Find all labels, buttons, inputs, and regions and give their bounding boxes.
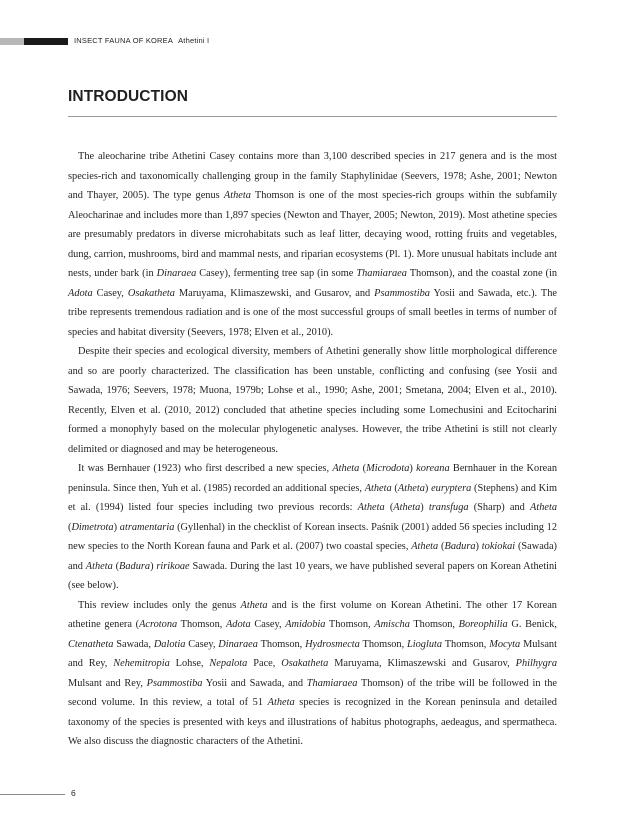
text-run: Thomson, — [177, 619, 226, 630]
text-run: Thomson, — [325, 619, 375, 630]
text-run: ( — [359, 463, 367, 474]
text-run: ( — [384, 502, 394, 513]
text-run: Casey, — [92, 287, 128, 299]
text-run: Despite their species and ecological diversity, members of Athetini generally show little morphological difference and so are poorly characterized. The classification has been unstable, conflicting and confusing (see Yosii and Sawada, 1976; Seevers, 1978; Muona, 1979b; Lohse et al., 1990; Ashe, 2001; Smetana, 2004; Elven et al., 2010). Recently, Elven et al. (2010, 2012) concluded that athetine species including some Lomechusini and Ecitocharini formed a monophyly based on the molecular phylogenetic analyses. However, the tribe Athetini is still not clearly delimited or diagnosed and may be heterogeneous. — [68, 346, 557, 455]
italic-run: Thamiaraea — [306, 677, 358, 689]
text-run: Sawada, — [113, 638, 154, 650]
text-run: ( — [68, 521, 72, 533]
text-run: Thomson, — [409, 619, 459, 630]
italic-run: Adota — [68, 287, 93, 299]
page-number: 6 — [71, 788, 76, 798]
text-run: ( — [391, 482, 398, 494]
italic-run: Nepalota — [209, 658, 248, 669]
text-run: Yosii and Sawada, and — [202, 677, 307, 689]
italic-run: Atheta — [393, 502, 421, 513]
italic-run: Atheta — [85, 560, 113, 572]
italic-run: Psammostiba — [146, 677, 203, 689]
italic-run: Badura — [119, 560, 151, 572]
italic-run: Dimetrota — [71, 521, 114, 533]
body-text — [68, 147, 557, 752]
text-run: Mulsant and Rey, — [68, 677, 147, 689]
text-run: Thomson, — [257, 638, 306, 650]
italic-run: Liogluta — [407, 638, 443, 650]
italic-run: Dinaraea — [156, 268, 197, 279]
italic-run: Dinaraea — [218, 638, 258, 650]
italic-run: Atheta — [397, 482, 425, 494]
italic-run: transfuga — [428, 502, 469, 513]
italic-run: ririkoae — [156, 560, 190, 572]
footer-rule — [0, 794, 65, 795]
text-run: (Gyllenhal) in the checklist of Korean insects. Paśnik (2001) added 56 species including 12 new species to the North Korean fauna and Park et al. (2007) two coastal species, — [68, 521, 558, 552]
text-run: (Sharp) and — [468, 502, 530, 513]
header-volume: Athetini I — [178, 36, 210, 45]
text-run: ( — [112, 560, 120, 572]
running-header — [74, 36, 209, 45]
italic-run: Atheta — [223, 190, 251, 201]
text-run: species is recognized in the Korean peninsula and detailed taxonomy of the species is presented with keys and illustrations of habitus photographs, aedeagus, and spermatheca. We also discuss the diagnostic characters of the Athetini. — [68, 697, 557, 747]
italic-run: Atheta — [267, 697, 295, 708]
text-run: It was Bernhauer (1923) who first described a new species, — [78, 463, 333, 474]
italic-run: Boreophilia — [458, 619, 508, 630]
italic-run: Atheta — [240, 599, 268, 611]
italic-run: Atheta — [357, 502, 385, 513]
italic-run: Atheta — [364, 482, 392, 494]
paragraph — [68, 596, 557, 752]
italic-run: Philhygra — [515, 658, 557, 669]
text-run: Bernhauer in the Korean peninsula. Since then, Yuh et al. (1985) recorded an additional species, — [68, 463, 557, 494]
section-title: INTRODUCTION — [68, 88, 189, 105]
text-run: Mulsant and Rey, — [68, 638, 557, 669]
italic-run: Atheta — [530, 502, 558, 513]
italic-run: Amidobia — [285, 619, 326, 630]
text-run: The aleocharine tribe Athetini Casey contains more than 3,100 described species in 217 genera and is the most species-rich and taxonomically challenging group in the family Staphylinidae (Seevers, 1978; Ashe, 2001; Newton and Thayer, 2005). The type genus — [68, 151, 557, 201]
text-run: ) — [113, 521, 120, 533]
text-run: Sawada. During the last 10 years, we have published several papers on Korean Athetini (see below). — [68, 560, 558, 591]
text-run: ) — [420, 502, 429, 513]
text-run: Lohse, — [169, 658, 210, 669]
paragraph — [68, 342, 557, 459]
text-run: ) — [475, 541, 482, 552]
text-run: Pace, — [247, 658, 282, 669]
italic-run: Atheta — [411, 541, 439, 552]
italic-run: Osakatheta — [281, 658, 329, 669]
text-run: Maruyama, Klimaszewski, and Gusarov, and — [174, 287, 375, 299]
italic-run: Badura — [444, 541, 476, 552]
text-run: ( — [438, 541, 445, 552]
text-run: (Stephens) and Kim et al. (1994) listed four species including two previous records: — [68, 482, 558, 513]
text-run: Thomson, — [359, 638, 407, 650]
italic-run: Hydrosmecta — [305, 638, 360, 650]
italic-run: Thamiaraea — [356, 268, 407, 279]
text-run: Casey), fermenting tree sap (in some — [196, 268, 357, 279]
text-run: ) — [409, 463, 417, 474]
text-run: ) — [150, 560, 157, 572]
header-bar-light — [0, 38, 24, 45]
italic-run: koreana — [416, 463, 450, 474]
paragraph — [68, 147, 557, 342]
italic-run: Nehemitropia — [113, 658, 170, 669]
text-run: This review includes only the genus — [78, 599, 241, 611]
text-run: Thomson) of the tribe will be followed in the second volume. In this review, a total of 51 — [68, 677, 557, 708]
text-run: and is the first volume on Korean Athetini. The other 17 Korean athetine genera ( — [68, 599, 557, 630]
italic-run: euryptera — [431, 482, 472, 494]
italic-run: Amischa — [374, 619, 410, 630]
text-run: Casey, — [185, 638, 219, 650]
italic-run: tokiokai — [481, 541, 516, 552]
italic-run: Osakatheta — [127, 287, 175, 299]
text-run: Thomson is one of the most species-rich groups within the subfamily Aleocharinae and includes more than 1,897 species (Newton and Thayer, 2005; Newton, 2019). Most athetine species are presumably predators in diverse microhabitats such as leaf litter, decaying wood, rotting fruits and vegetables, dung, carrion, mushrooms, bird and mammal nests, and riparian ecosystems (Pl. 1). More unusual habitats include ant nests, under bark (in — [68, 190, 557, 279]
italic-run: Mocyta — [489, 638, 521, 650]
text-run: Casey, — [250, 619, 286, 630]
header-series: INSECT FAUNA OF KOREA — [74, 36, 174, 45]
text-run: G. Benick, — [507, 619, 557, 630]
text-run: ) — [424, 482, 432, 494]
italic-run: Adota — [225, 619, 251, 630]
text-run: Maruyama, Klimaszewski and Gusarov, — [328, 658, 516, 669]
text-run: (Sawada) and — [68, 541, 557, 572]
italic-run: Acrotona — [139, 619, 178, 630]
title-rule — [68, 116, 557, 117]
header-bar-dark — [24, 38, 68, 45]
text-run: Thomson), and the coastal zone (in — [406, 268, 557, 279]
italic-run: Dalotia — [153, 638, 186, 650]
text-run: Yosii and Sawada, etc.). The tribe represents tremendous radiation and is one of the most successful groups of small beetles in terms of number of species and habitat diversity (Seevers, 1978; Elven et al., 2010). — [68, 287, 557, 338]
paragraph — [68, 459, 557, 596]
italic-run: Ctenatheta — [68, 638, 114, 650]
italic-run: Psammostiba — [374, 287, 430, 299]
italic-run: Microdota — [366, 463, 410, 474]
italic-run: atramentaria — [119, 521, 175, 533]
italic-run: Atheta — [332, 463, 360, 474]
text-run: Thomson, — [442, 638, 490, 650]
